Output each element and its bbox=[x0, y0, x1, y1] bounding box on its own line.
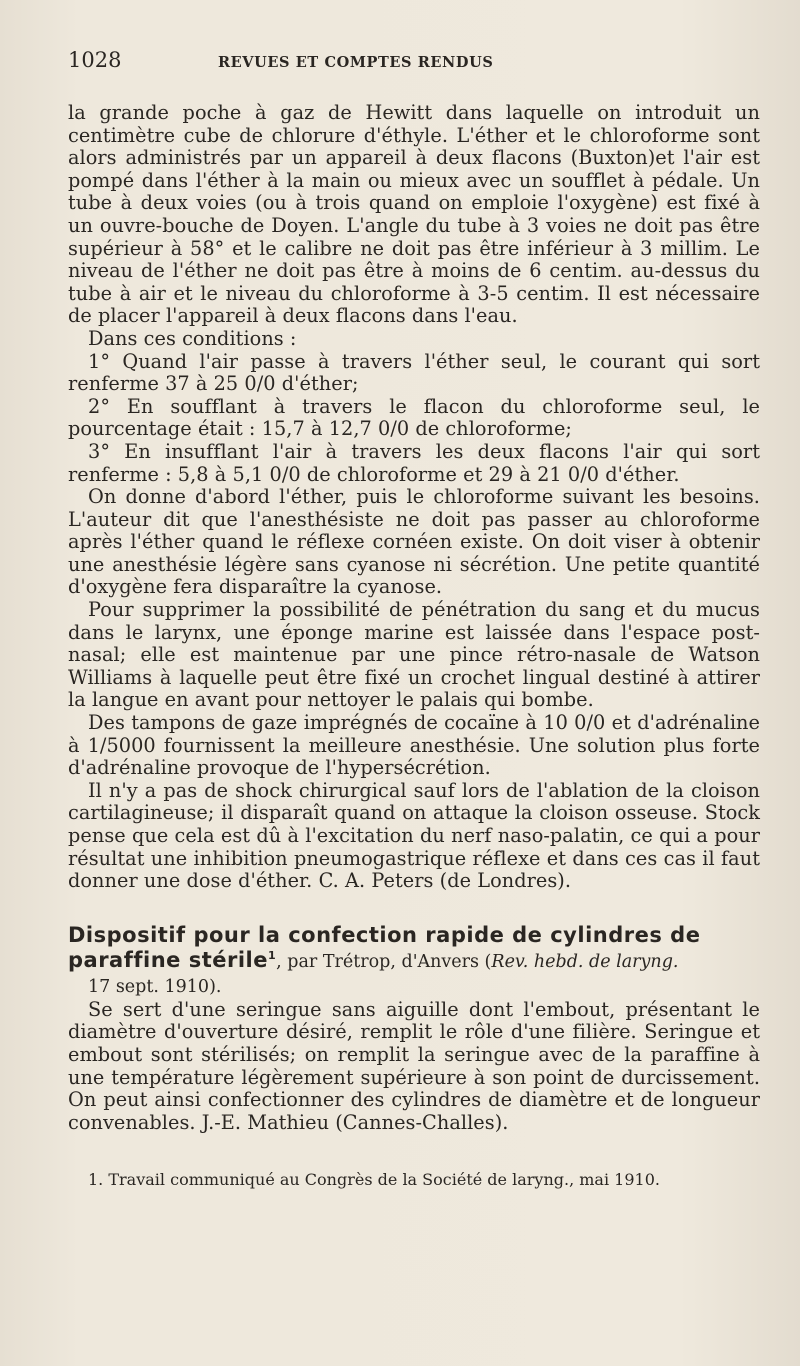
article-title: Dispositif pour la confection rapide de cylindres de paraffine stérile bbox=[68, 922, 701, 972]
paragraph bbox=[68, 780, 760, 893]
paragraph-text: Il n'y a pas de shock chirurgical sauf lors de l'ablation de la cloison cartilagineuse; il disparaît quand on attaque la cloison osseuse. Stock pense que cela est dû à l'excitation du nerf naso-palatin, ce qui a pour résultat une inhibition pneumogastrique réflexe et dans ces cas il faut donner une dose d'éther. bbox=[68, 778, 760, 893]
article-date: 17 sept. 1910). bbox=[88, 976, 222, 997]
list-item: 2° En soufflant à travers le flacon du chloroforme seul, le pourcentage était : 15,7 à 12,7 0/0 de chloroforme; bbox=[68, 394, 760, 441]
paragraph: On donne d'abord l'éther, puis le chloroforme suivant les besoins. L'auteur dit que l'anesthésiste ne doit pas passer au chloroforme après l'éther quand le réflexe cornéen existe. On doit viser à obtenir une anesthésie légère sans cyanose ni sécrétion. Une petite quantité d'oxygène fera disparaître la cyanose. bbox=[68, 485, 760, 599]
author-signature: J.-E. Mathieu (Cannes-Challes). bbox=[201, 1110, 509, 1134]
page-number: 1028 bbox=[68, 48, 122, 72]
running-head: REVUES ET COMPTES RENDUS bbox=[218, 54, 494, 71]
paragraph: Dans ces conditions : bbox=[88, 326, 297, 350]
article-source: Rev. hebd. de laryng. bbox=[491, 951, 679, 972]
footnote-reference[interactable]: 1 bbox=[267, 948, 277, 962]
article-body bbox=[68, 102, 760, 1190]
footnote: 1. Travail communiqué au Congrès de la Société de laryng., mai 1910. bbox=[88, 1170, 660, 1190]
paragraph: Des tampons de gaze imprégnés de cocaïne à 10 0/0 et d'adrénaline à 1/5000 fournissent la meilleure anesthésie. Une solution plus forte d'adrénaline provoque de l'hypersécrétion. bbox=[68, 711, 760, 780]
list-item: 3° En insufflant l'air à travers les deux flacons l'air qui sort renferme : 5,8 à 5,1 0/0 de chloroforme et 29 à 21 0/0 d'éther. bbox=[68, 439, 760, 486]
list-item: 1° Quand l'air passe à travers l'éther seul, le courant qui sort renferme 37 à 25 0/0 d'éther; bbox=[68, 349, 760, 396]
author-signature: C. A. Peters (de Londres). bbox=[318, 869, 572, 893]
paragraph-continued: la grande poche à gaz de Hewitt dans laquelle on introduit un centimètre cube de chlorure d'éthyle. L'éther et le chloroforme sont alors administrés par un appareil à deux flacons (Buxton)et l'air est pompé dans l'éther à la main ou mieux avec un soufflet à pédale. Un tube à deux voies (ou à trois quand on emploie l'oxygène) est fixé à un ouvre-bouche de Doyen. L'angle du tube à 3 voies ne doit pas être supérieur à 58° et le calibre ne doit pas être inférieur à 3 millim. Le niveau de l'éther ne doit pas être à moins de 6 centim. au-dessus du tube à air et le niveau du chloroforme à 3-5 centim. Il est nécessaire de placer l'appareil à deux flacons dans l'eau. bbox=[68, 101, 760, 328]
paragraph bbox=[68, 999, 760, 1135]
paragraph: Pour supprimer la possibilité de pénétration du sang et du mucus dans le larynx, une éponge marine est laissée dans l'espace post-nasal; elle est maintenue par une pince rétro-nasale de Watson Williams à laquelle peut être fixé un crochet lingual destiné à attirer la langue en avant pour nettoyer le palais qui bombe. bbox=[68, 598, 760, 712]
paragraph-text: Se sert d'une seringue sans aiguille dont l'embout, présentant le diamètre d'ouverture désiré, remplit le rôle d'une filière. Seringue et embout sont stérilisés; on remplit la seringue avec de la paraffine à une température légèrement supérieure à son point de durcissement. On peut ainsi confectionner des cylindres de diamètre et de longueur convenables. bbox=[68, 997, 760, 1134]
article-byline: , par Trétrop, d'Anvers ( bbox=[276, 951, 492, 972]
page-header bbox=[68, 48, 760, 82]
article-heading bbox=[68, 923, 760, 999]
